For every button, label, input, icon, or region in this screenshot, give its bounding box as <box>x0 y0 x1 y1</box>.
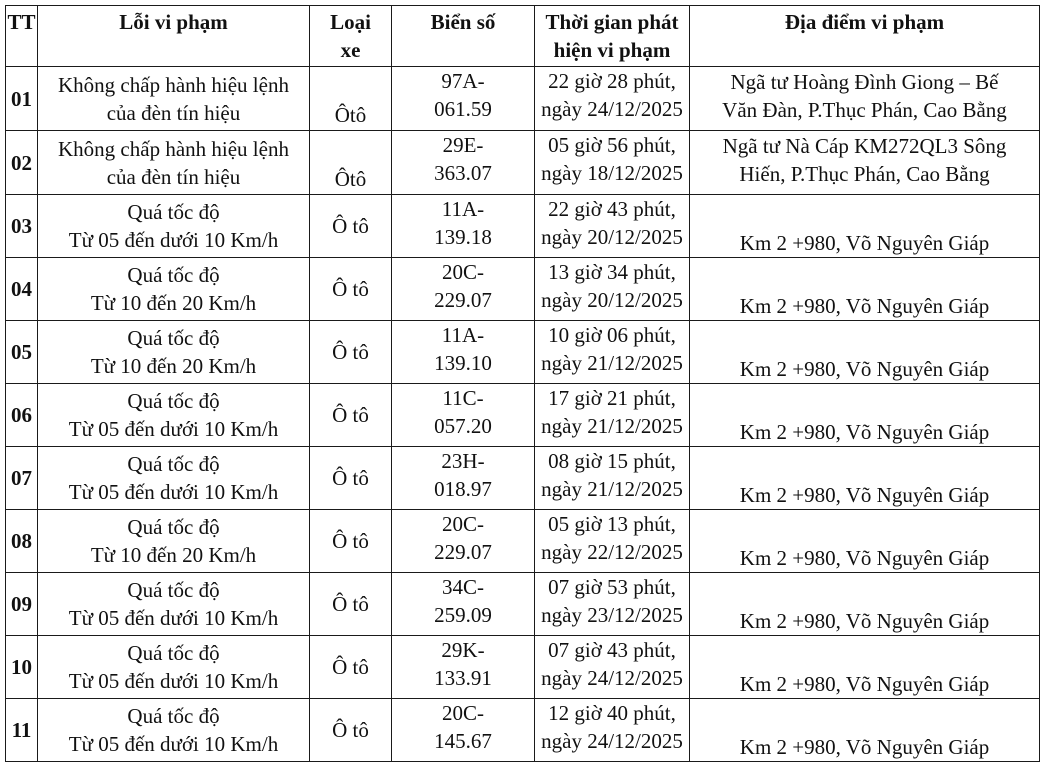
table-header-row <box>6 6 1040 67</box>
row-index: 03 <box>6 195 38 258</box>
table-row <box>6 573 1040 636</box>
row-vehicle-type: Ôtô <box>310 67 392 131</box>
row-plate: 20C- 229.07 <box>392 510 535 573</box>
row-time: 17 giờ 21 phút, ngày 21/12/2025 <box>535 384 690 447</box>
row-plate: 20C- 145.67 <box>392 699 535 762</box>
row-index: 07 <box>6 447 38 510</box>
table-row <box>6 699 1040 762</box>
row-plate: 11C- 057.20 <box>392 384 535 447</box>
row-index: 08 <box>6 510 38 573</box>
row-time: 05 giờ 56 phút, ngày 18/12/2025 <box>535 131 690 195</box>
row-index: 02 <box>6 131 38 195</box>
row-time: 08 giờ 15 phút, ngày 21/12/2025 <box>535 447 690 510</box>
row-error: Quá tốc độ Từ 05 đến dưới 10 Km/h <box>38 573 310 636</box>
row-vehicle-type: Ô tô <box>310 636 392 699</box>
header-time: Thời gian phát hiện vi phạm <box>535 6 690 67</box>
violations-table <box>5 5 1040 762</box>
row-place: Km 2 +980, Võ Nguyên Giáp <box>690 510 1040 573</box>
row-vehicle-type: Ô tô <box>310 510 392 573</box>
table-row <box>6 258 1040 321</box>
row-vehicle-type: Ô tô <box>310 195 392 258</box>
row-index: 09 <box>6 573 38 636</box>
row-place: Ngã tư Hoàng Đình Giong – Bế Văn Đàn, P.Thục Phán, Cao Bằng <box>690 67 1040 131</box>
table-row <box>6 636 1040 699</box>
row-place: Km 2 +980, Võ Nguyên Giáp <box>690 447 1040 510</box>
row-error: Không chấp hành hiệu lệnh của đèn tín hiệu <box>38 67 310 131</box>
header-plate: Biển số <box>392 6 535 67</box>
row-error: Quá tốc độ Từ 05 đến dưới 10 Km/h <box>38 636 310 699</box>
row-place: Km 2 +980, Võ Nguyên Giáp <box>690 384 1040 447</box>
row-place: Ngã tư Nà Cáp KM272QL3 Sông Hiến, P.Thục Phán, Cao Bằng <box>690 131 1040 195</box>
row-vehicle-type: Ô tô <box>310 447 392 510</box>
row-plate: 11A- 139.10 <box>392 321 535 384</box>
row-place: Km 2 +980, Võ Nguyên Giáp <box>690 636 1040 699</box>
header-vehicle-type: Loại xe <box>310 6 392 67</box>
table-row <box>6 384 1040 447</box>
row-plate: 34C- 259.09 <box>392 573 535 636</box>
table-row <box>6 447 1040 510</box>
row-place: Km 2 +980, Võ Nguyên Giáp <box>690 699 1040 762</box>
row-place: Km 2 +980, Võ Nguyên Giáp <box>690 321 1040 384</box>
row-index: 04 <box>6 258 38 321</box>
row-plate: 29K- 133.91 <box>392 636 535 699</box>
row-time: 07 giờ 43 phút, ngày 24/12/2025 <box>535 636 690 699</box>
row-time: 13 giờ 34 phút, ngày 20/12/2025 <box>535 258 690 321</box>
row-error: Quá tốc độ Từ 10 đến 20 Km/h <box>38 510 310 573</box>
row-plate: 23H- 018.97 <box>392 447 535 510</box>
row-error: Quá tốc độ Từ 10 đến 20 Km/h <box>38 258 310 321</box>
row-error: Quá tốc độ Từ 05 đến dưới 10 Km/h <box>38 447 310 510</box>
row-error: Quá tốc độ Từ 05 đến dưới 10 Km/h <box>38 699 310 762</box>
row-plate: 29E- 363.07 <box>392 131 535 195</box>
row-place: Km 2 +980, Võ Nguyên Giáp <box>690 195 1040 258</box>
row-time: 05 giờ 13 phút, ngày 22/12/2025 <box>535 510 690 573</box>
header-place: Địa điểm vi phạm <box>690 6 1040 67</box>
row-index: 01 <box>6 67 38 131</box>
row-error: Không chấp hành hiệu lệnh của đèn tín hiệu <box>38 131 310 195</box>
row-index: 10 <box>6 636 38 699</box>
row-vehicle-type: Ô tô <box>310 258 392 321</box>
row-error: Quá tốc độ Từ 05 đến dưới 10 Km/h <box>38 195 310 258</box>
row-time: 10 giờ 06 phút, ngày 21/12/2025 <box>535 321 690 384</box>
header-tt: TT <box>6 6 38 67</box>
table-row <box>6 195 1040 258</box>
row-time: 22 giờ 28 phút, ngày 24/12/2025 <box>535 67 690 131</box>
row-error: Quá tốc độ Từ 05 đến dưới 10 Km/h <box>38 384 310 447</box>
row-plate: 97A- 061.59 <box>392 67 535 131</box>
row-place: Km 2 +980, Võ Nguyên Giáp <box>690 573 1040 636</box>
row-time: 22 giờ 43 phút, ngày 20/12/2025 <box>535 195 690 258</box>
row-error: Quá tốc độ Từ 10 đến 20 Km/h <box>38 321 310 384</box>
row-plate: 11A- 139.18 <box>392 195 535 258</box>
row-vehicle-type: Ô tô <box>310 384 392 447</box>
row-place: Km 2 +980, Võ Nguyên Giáp <box>690 258 1040 321</box>
row-vehicle-type: Ôtô <box>310 131 392 195</box>
row-time: 12 giờ 40 phút, ngày 24/12/2025 <box>535 699 690 762</box>
table-row <box>6 67 1040 131</box>
row-index: 05 <box>6 321 38 384</box>
table-row <box>6 131 1040 195</box>
row-vehicle-type: Ô tô <box>310 699 392 762</box>
row-index: 11 <box>6 699 38 762</box>
table-row <box>6 321 1040 384</box>
header-error: Lỗi vi phạm <box>38 6 310 67</box>
table-row <box>6 510 1040 573</box>
row-plate: 20C- 229.07 <box>392 258 535 321</box>
row-vehicle-type: Ô tô <box>310 321 392 384</box>
row-vehicle-type: Ô tô <box>310 573 392 636</box>
row-time: 07 giờ 53 phút, ngày 23/12/2025 <box>535 573 690 636</box>
row-index: 06 <box>6 384 38 447</box>
